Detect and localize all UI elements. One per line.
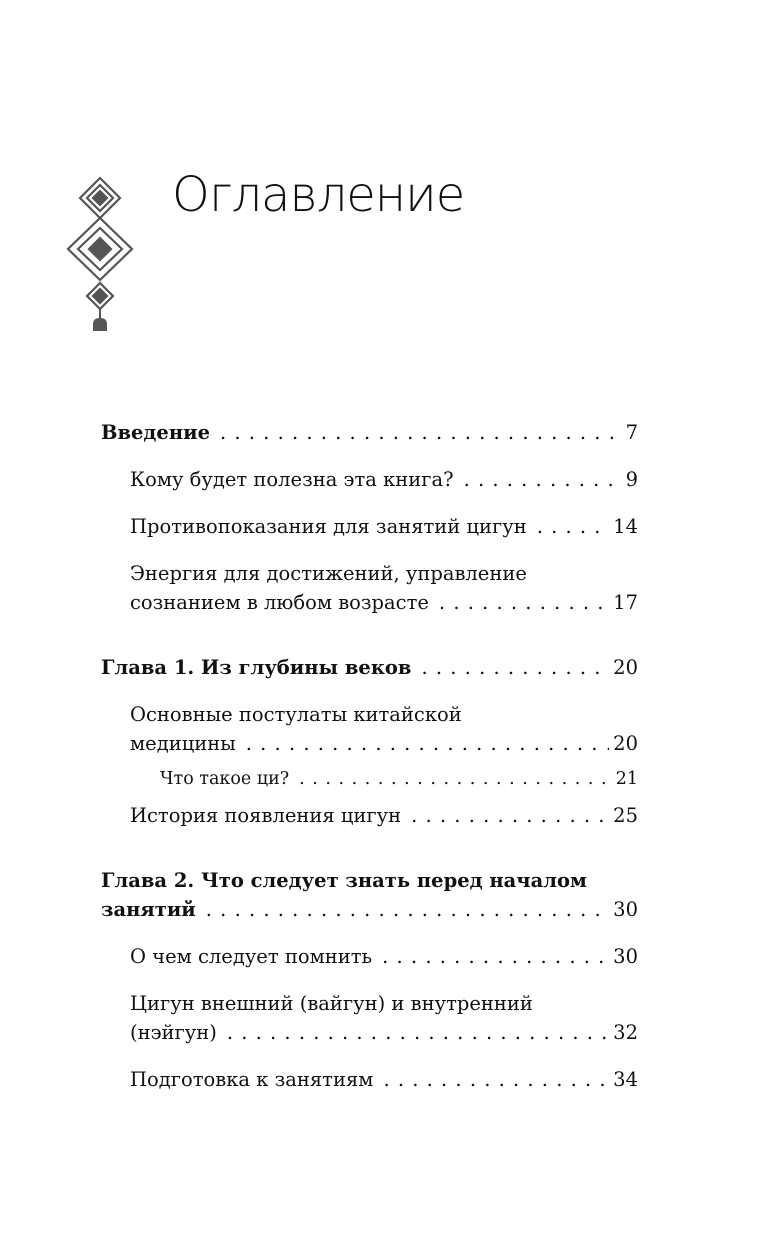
toc-page-number: 20	[613, 656, 638, 679]
toc-entry[interactable]	[101, 866, 638, 924]
toc-page-number: 20	[613, 732, 638, 755]
toc-entry[interactable]	[101, 1065, 638, 1094]
toc-entry-title: занятий	[101, 898, 196, 921]
toc-page-number: 30	[613, 945, 638, 968]
table-of-contents	[101, 418, 638, 1094]
toc-entry-title: Что такое ци?	[160, 769, 290, 789]
toc-entry-title: Подготовка к занятиям	[130, 1068, 374, 1091]
dot-leader	[382, 942, 609, 971]
dot-leader	[220, 418, 622, 447]
toc-page-number: 21	[615, 769, 638, 789]
dot-leader	[464, 465, 622, 494]
toc-entry[interactable]	[101, 700, 638, 758]
toc-entry[interactable]	[101, 801, 638, 830]
toc-page-number: 25	[613, 804, 638, 827]
toc-page-number: 34	[613, 1068, 638, 1091]
dot-leader	[411, 801, 609, 830]
toc-entry[interactable]	[101, 989, 638, 1047]
toc-entry-title: (нэйгун)	[130, 1021, 217, 1044]
toc-entry[interactable]	[101, 653, 638, 682]
dot-leader	[421, 653, 609, 682]
toc-entry-title: Глава 1. Из глубины веков	[101, 656, 412, 679]
toc-entry[interactable]	[101, 512, 638, 541]
toc-page-number: 30	[613, 898, 638, 921]
toc-entry[interactable]	[101, 765, 638, 794]
toc-entry-title: О чем следует помнить	[130, 945, 373, 968]
toc-entry[interactable]	[101, 465, 638, 494]
dot-leader	[439, 588, 609, 617]
dot-leader	[227, 1018, 609, 1047]
toc-entry-title: сознанием в любом возрасте	[130, 591, 429, 614]
toc-entry-title: медицины	[130, 732, 236, 755]
toc-page-number: 17	[613, 591, 638, 614]
toc-entry-title: Глава 2. Что следует знать перед началом	[101, 869, 587, 892]
toc-page-number: 32	[613, 1021, 638, 1044]
dot-leader	[206, 895, 609, 924]
dot-leader	[383, 1065, 609, 1094]
toc-entry-title: Введение	[101, 421, 210, 444]
toc-page-number: 9	[625, 468, 638, 491]
toc-entry-title: Основные постулаты китайской	[130, 703, 462, 726]
dot-leader	[299, 765, 612, 794]
toc-page-number: 14	[613, 515, 638, 538]
toc-entry-title: История появления цигун	[130, 804, 402, 827]
toc-entry[interactable]	[101, 942, 638, 971]
dot-leader	[246, 729, 609, 758]
dot-leader	[537, 512, 609, 541]
toc-entry-title: Энергия для достижений, управление	[130, 562, 527, 585]
toc-page-number: 7	[625, 421, 638, 444]
toc-entry[interactable]	[101, 559, 638, 617]
diamond-ornament-icon	[66, 176, 136, 336]
toc-entry[interactable]	[101, 418, 638, 447]
toc-entry-title: Кому будет полезна эта книга?	[130, 468, 454, 491]
toc-entry-title: Противопоказания для занятий цигун	[130, 515, 527, 538]
page-title: Оглавление	[172, 167, 465, 223]
toc-entry-title: Цигун внешний (вайгун) и внутренний	[130, 992, 533, 1015]
